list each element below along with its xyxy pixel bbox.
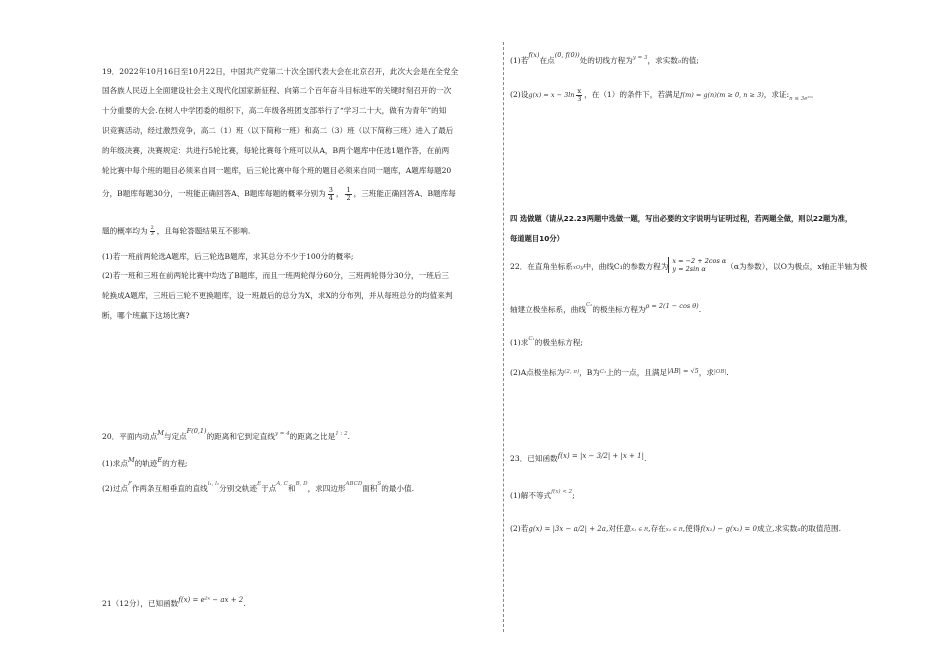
math-C2: C₂	[599, 369, 607, 375]
math-function-g: g(x) = |3x − a/2| + 2a	[528, 525, 606, 533]
text: 上的一点，且满足	[606, 368, 668, 377]
q19-line-8-text-a: 题的概率均为	[102, 226, 148, 236]
math-tangent: y = 3	[632, 55, 648, 61]
q20-sub-1	[102, 456, 188, 468]
q19-line-2: 国各族人民迈上全面建设社会主义现代化国家新征程、向第二个百年奋斗目标进军的关键时刻召开的一次	[102, 86, 452, 95]
fraction-3-4	[328, 187, 334, 201]
text: （α为参数），以O为极点，x轴正半轴为极	[726, 262, 868, 272]
math-S: S	[377, 481, 382, 487]
math-AB-length: |AB| = √5	[667, 367, 699, 375]
fraction-numerator: 2	[150, 225, 154, 231]
text: ，在（1）的条件下，若满足	[584, 90, 681, 99]
q23-line-1	[510, 452, 647, 463]
q19-line-7: 分，B题库每题30分，一班能正确回答A、B题库每题的概率分别为 $\frac{3}{4}$ ， $\frac{1}{2}$ ，三班能正确回答A、B题库每	[102, 186, 456, 202]
text: (2)A点极坐标为	[510, 368, 565, 377]
text: ,对任意	[605, 524, 632, 533]
math-x2: x₂ ∈ R	[665, 527, 683, 533]
text: 于点	[261, 484, 277, 493]
text: 的距离和它到定直线	[206, 432, 275, 441]
q19-line-8	[102, 226, 250, 237]
text: 和	[288, 484, 296, 493]
text: (1)解不等式	[510, 491, 552, 500]
q19-sub-2-line-3: 断，哪个班赢下这场比赛?	[102, 311, 190, 320]
text: 23．已知函数	[510, 454, 558, 463]
section-title: 四 选做题（请从22.23两题中选做一题，写出必要的文字说明与证明过程，若两题全做，则以22题为准，	[510, 214, 853, 223]
math-lines: l₁, l₂	[207, 481, 220, 487]
fraction-denominator: 3	[150, 231, 154, 237]
math-ABCD: ABCD	[345, 481, 363, 487]
math-point: (0, f(0))	[554, 51, 580, 59]
q19-sub-2-line-2: 轮换成A题库，三班后三轮不更换题库，设一班最后的总分为X，求X的分布列，并从每班总分的均值来判	[102, 291, 453, 300]
math-C1: C₁	[528, 336, 535, 342]
q19-sub-1: (1)若一班前两轮选A题库，后三轮选B题库，求其总分不少于100分的概率;	[102, 252, 354, 261]
math-line-y4: y = 4	[274, 431, 290, 437]
text: 20．平面内动点	[102, 432, 158, 441]
fraction-numerator: 3	[328, 186, 333, 194]
text: ，求证:	[763, 90, 790, 99]
text: .	[726, 368, 729, 377]
q20-sub-2	[102, 481, 415, 494]
text: 分别交轨迹	[219, 484, 258, 493]
math-F-point: F(0,1)	[186, 427, 207, 435]
text: .	[643, 454, 647, 463]
text: 的值;	[681, 56, 699, 65]
text: 成立,求实数	[756, 524, 798, 533]
q19-line-3: 十分重要的大会.在树人中学团委的组织下，高二年级各班团支部举行了“学习二十大，做有为青年”的知	[102, 106, 447, 115]
math-E: E	[157, 456, 163, 464]
q19-line-6: 轮比赛中每个班的题目必须来自同一题库，后三轮比赛中每个班的题目必须来自同一题库，A题库每题20	[102, 166, 452, 175]
math-M: M	[127, 456, 135, 464]
text: (2)过点	[102, 484, 128, 493]
fraction-denominator: 3	[577, 94, 582, 103]
text: 的极坐标方程为	[592, 305, 646, 314]
q23-sub-2	[510, 525, 841, 534]
math-E: E	[257, 481, 262, 487]
math-equation: f(x₁) − g(x₂) = 0	[700, 525, 757, 533]
text: ,存在	[648, 524, 666, 533]
text: 轴建立极坐标系，曲线	[510, 305, 586, 314]
math-condition: f(m) = g(n)	[680, 91, 717, 99]
parametric-system	[668, 257, 726, 273]
text: ，求	[698, 368, 714, 377]
text: .	[698, 305, 702, 314]
math-OB: |OB|	[713, 369, 727, 375]
text: (2)若	[510, 524, 529, 533]
math-AC: A, C	[276, 481, 289, 487]
q22-sub-1	[510, 336, 583, 348]
math-point-A: (2, π)	[564, 369, 580, 375]
math-F: F	[127, 481, 132, 487]
fraction-1-2	[345, 187, 351, 201]
text: (1)若	[510, 56, 529, 65]
fraction-numerator: 1	[346, 186, 351, 194]
text: 在点	[539, 56, 555, 65]
math-proof: n ≤ 3e²ᵐ	[789, 96, 814, 102]
fraction-x-3	[576, 88, 582, 102]
equation-x: x = −2 + 2cos α	[672, 257, 727, 265]
section-title-2: 每道题目10分）	[510, 234, 564, 243]
right-column	[504, 0, 950, 672]
math-M: M	[157, 429, 164, 437]
q21-sub-2	[510, 88, 813, 102]
text: 的轨迹	[134, 459, 158, 468]
text: (1)求点	[102, 459, 128, 468]
fraction-numerator: x	[577, 87, 582, 95]
math-function-f: f(x) = e²ˣ − ax + 2	[178, 596, 244, 604]
text: 处的切线方程为	[579, 56, 633, 65]
math-range: (m ≥ 0, n ≥ 3)	[716, 91, 764, 99]
text: 的距离之比是	[289, 432, 336, 441]
fraction-denominator: 4	[328, 193, 333, 202]
math-xoy: xOy	[572, 265, 584, 272]
text: ，求实数	[647, 56, 678, 65]
fraction-denominator: 2	[346, 193, 351, 202]
math-polar-equation: ρ = 2(1 − cos θ)	[645, 302, 699, 310]
math-ratio: 1 : 2	[335, 431, 348, 437]
q22-sub-2	[510, 369, 729, 378]
text: 的极坐标方程;	[534, 338, 583, 347]
math-f: f(x)	[528, 51, 540, 59]
q20-line-1	[102, 427, 350, 442]
text: 的取值范围.	[800, 524, 842, 533]
text: 21（12分），已知函数	[102, 599, 179, 608]
q19-line-5: 的年级决赛，决赛规定：共进行5轮比赛，每轮比赛每个班可以从A，B两个题库中任选1题作答，在前两	[102, 146, 450, 155]
q19-line-7-text-a: 分，B题库每题30分，一班能正确回答A、B题库每题的概率分别为	[102, 189, 326, 198]
text: ,使得	[682, 524, 701, 533]
q21-line-1	[102, 596, 246, 608]
text: 与定点	[163, 432, 187, 441]
text: ，B为	[579, 368, 600, 377]
text: .	[243, 599, 246, 608]
text: 中，曲线C₁的参数方程为	[583, 262, 669, 272]
q21-sub-1	[510, 51, 699, 66]
math-BD: B, D	[295, 481, 308, 487]
math-a: a	[677, 59, 682, 65]
text: (2)设	[510, 90, 529, 99]
math-inequality: f(x) < 2	[551, 489, 573, 495]
text: 的方程;	[162, 459, 188, 468]
q19-line-1: 19．2022年10月16日至10月22日，中国共产党第二十次全国代表大会在北京召开，此次大会是在全党全	[102, 67, 459, 76]
q19-sub-2-line-1: (2)若一班和三班在前两轮比赛中均选了B题库，而且一班两轮得分60分，三班两轮得分30分，一班后三	[102, 271, 450, 280]
math-C2: C₂	[585, 302, 593, 308]
q19-line-7-text-b: ，三班能正确回答A、B题库每	[353, 189, 456, 198]
q22-line-1	[510, 259, 867, 275]
text: 22．在直角坐标系	[510, 262, 573, 272]
q19-line-8-text-b: ，且每轮答题结果互不影响.	[156, 226, 251, 236]
math-g: g(x) = x − 3ln	[528, 91, 575, 99]
math-function-f: f(x) = |x − 3/2| + |x + 1|	[557, 452, 644, 460]
text: ;	[572, 491, 575, 500]
text: 面积	[362, 484, 378, 493]
equation-y: y = 2sin α	[672, 265, 706, 274]
text: 的最小值.	[381, 484, 415, 493]
q19-line-4: 识竞赛活动，经过激烈竞争，高二（1）班（以下简称一班）和高二（3）班（以下简称三班）进入了最后	[102, 126, 454, 135]
math-x1: x₁ ∈ R	[631, 527, 649, 533]
math-a: a	[797, 527, 801, 533]
text: 作两条互相垂直的直线	[131, 484, 208, 493]
text: (1)求	[510, 338, 529, 347]
q23-sub-1	[510, 489, 575, 501]
q22-line-2	[510, 302, 702, 315]
text: ，求四边形	[307, 484, 346, 493]
text: .	[347, 432, 350, 441]
fraction-2-3	[150, 226, 155, 237]
